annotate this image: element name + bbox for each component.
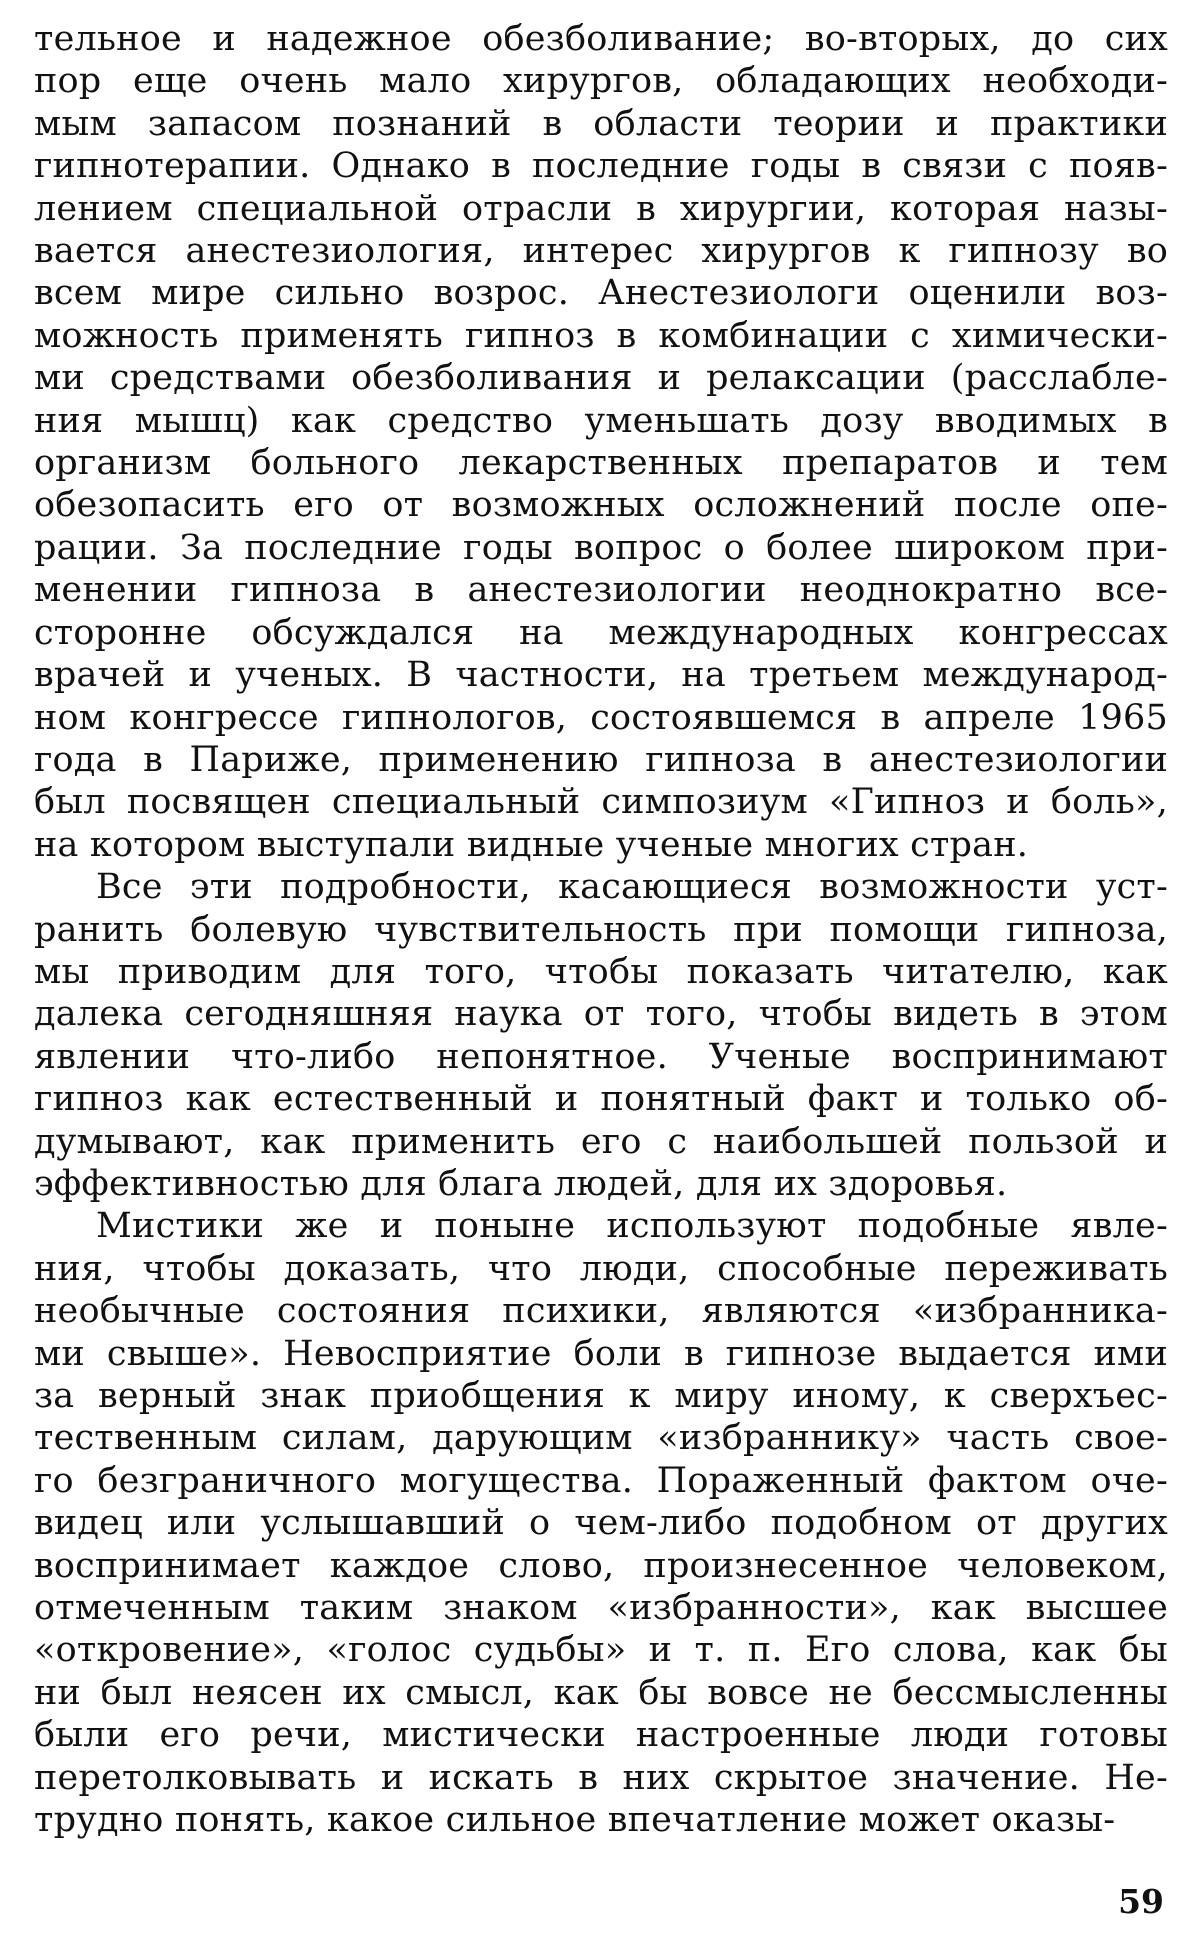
text-line: ния мышц) как средство уменьшать дозу вводимых в [34, 400, 1168, 441]
text-line: можность применять гипноз в комбинации с химически- [34, 315, 1168, 356]
text-line: ранить болевую чувствительность при помощи гипноза, [34, 909, 1168, 950]
text-line: «откровение», «голос судьбы» и т. п. Его слова, как бы [34, 1630, 1168, 1671]
text-line: лением специальной отрасли в хирургии, которая назы- [34, 188, 1168, 229]
text-line: гипноз как естественный и понятный факт и только об- [34, 1079, 1168, 1120]
text-line: тественным силам, дарующим «избраннику» часть свое- [34, 1418, 1168, 1459]
text-line: сторонне обсуждался на международных конгрессах [34, 612, 1168, 653]
paragraph-2 [34, 866, 1168, 1205]
text-line: пор еще очень мало хирургов, обладающих необходи- [34, 61, 1168, 102]
text-line: организм больного лекарственных препаратов и тем [34, 443, 1168, 484]
text-line: ния, чтобы доказать, что люди, способные переживать [34, 1248, 1168, 1289]
text-line: мым запасом познаний в области теории и практики [34, 103, 1168, 144]
text-line: необычные состояния психики, являются «избранника- [34, 1291, 1168, 1332]
text-line: перетолковывать и искать в них скрытое значение. Не- [34, 1757, 1168, 1798]
page-body [34, 18, 1168, 1841]
text-line: рации. За последние годы вопрос о более широком при- [34, 527, 1168, 568]
text-line: ном конгрессе гипнологов, состоявшемся в апреле 1965 [34, 697, 1168, 738]
text-line: отмеченным таким знаком «избранности», как высшее [34, 1588, 1168, 1629]
text-line: ми свыше». Невосприятие боли в гипнозе выдается ими [34, 1333, 1168, 1374]
text-line: го безграничного могущества. Пораженный фактом оче- [34, 1460, 1168, 1501]
text-line: обезопасить его от возможных осложнений после опе- [34, 485, 1168, 526]
text-line: гипнотерапии. Однако в последние годы в связи с появ- [34, 146, 1168, 187]
text-line: видец или услышавший о чем-либо подобном от других [34, 1503, 1168, 1544]
text-line: врачей и ученых. В частности, на третьем международ- [34, 655, 1168, 696]
paragraph-1 [34, 18, 1168, 866]
text-line: на котором выступали видные ученые многих стран. [34, 824, 1029, 865]
text-line: воспринимает каждое слово, произнесенное человеком, [34, 1545, 1168, 1586]
text-line: тельное и надежное обезболивание; во-вторых, до сих [34, 19, 1168, 59]
text-line: ни был неясен их смысл, как бы вовсе не бессмысленны [34, 1672, 1168, 1713]
page-number: 59 [1118, 1882, 1164, 1921]
text-line: был посвящен специальный симпозиум «Гипноз и боль», [34, 782, 1168, 823]
text-line: года в Париже, применению гипноза в анестезиологии [34, 739, 1168, 780]
text-line: всем мире сильно возрос. Анестезиологи оценили воз- [34, 273, 1168, 314]
text-line: далека сегодняшняя наука от того, чтобы видеть в этом [34, 994, 1168, 1035]
text-line: явлении что-либо непонятное. Ученые воспринимают [34, 1036, 1168, 1077]
text-line: Мистики же и поныне используют подобные явле- [96, 1206, 1168, 1247]
text-line: Все эти подробности, касающиеся возможности уст- [96, 867, 1168, 908]
text-line: вается анестезиология, интерес хирургов к гипнозу во [34, 231, 1168, 272]
text-line: трудно понять, какое сильное впечатление может оказы- [34, 1800, 1116, 1841]
text-line: менении гипноза в анестезиологии неоднократно все- [34, 570, 1168, 611]
text-line: думывают, как применить его с наибольшей пользой и [34, 1121, 1168, 1162]
text-line: эффективностью для блага людей, для их здоровья. [34, 1163, 1008, 1204]
text-line: ми средствами обезболивания и релаксации (расслабле- [34, 358, 1168, 399]
text-line: мы приводим для того, чтобы показать читателю, как [34, 951, 1168, 992]
paragraph-3 [34, 1205, 1168, 1841]
text-line: были его речи, мистически настроенные люди готовы [34, 1715, 1168, 1756]
text-line: за верный знак приобщения к миру иному, к сверхъес- [34, 1376, 1168, 1416]
